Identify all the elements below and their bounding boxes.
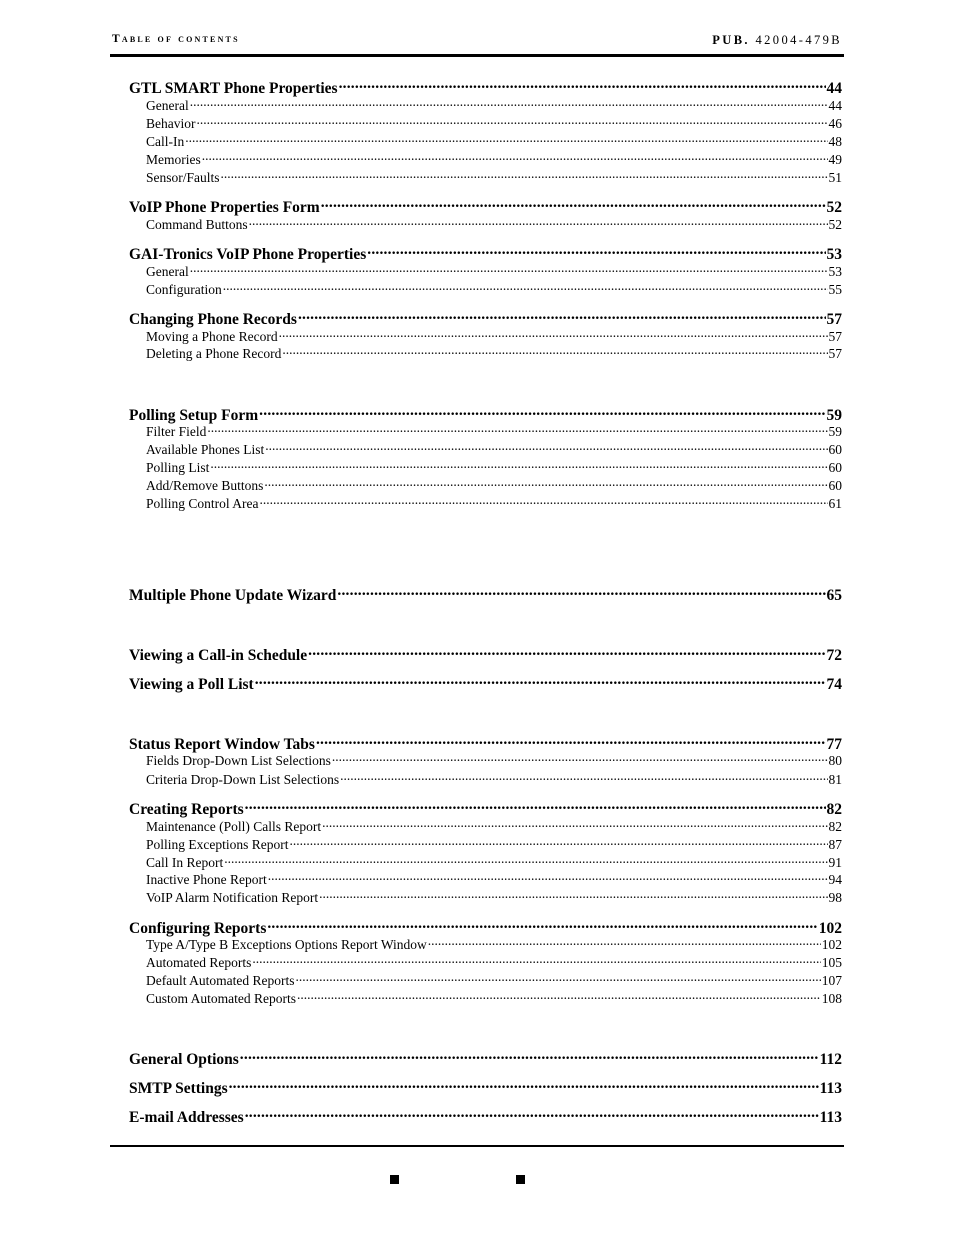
page-number: 107 <box>821 972 842 988</box>
section-title: Configuring Reports <box>129 919 267 937</box>
dot-leader <box>202 150 828 164</box>
section-title: Creating Reports <box>129 800 244 818</box>
dot-leader <box>185 132 827 146</box>
subsection-title: Call In Report <box>146 854 224 870</box>
page-number: 91 <box>828 854 842 870</box>
dot-leader <box>297 989 821 1003</box>
dot-leader <box>321 196 826 212</box>
dot-leader <box>260 494 828 508</box>
subsection-title: Add/Remove Buttons <box>146 477 264 493</box>
dot-leader <box>267 917 817 933</box>
toc-section-entry[interactable] <box>129 308 842 329</box>
toc-subsection-entry[interactable] <box>146 168 842 186</box>
section-title: GTL SMART Phone Properties <box>129 79 338 97</box>
toc-subsection-entry[interactable] <box>146 870 842 888</box>
page-number: 102 <box>821 936 842 952</box>
section-title: General Options <box>129 1050 239 1068</box>
subsection-title: Filter Field <box>146 423 207 439</box>
page-number: 98 <box>828 889 842 905</box>
page-number: 52 <box>828 216 842 232</box>
page-number: 113 <box>819 1079 842 1097</box>
dot-leader <box>295 971 820 985</box>
subsection-title: Polling Control Area <box>146 495 259 511</box>
toc-subsection-entry[interactable] <box>146 150 842 168</box>
page-number: 87 <box>828 836 842 852</box>
page-number: 82 <box>828 818 842 834</box>
toc-subsection-entry[interactable] <box>146 262 842 280</box>
publication-code: 42004-479B <box>755 33 842 47</box>
page-number: 59 <box>828 423 842 439</box>
footer-square-marker <box>516 1175 525 1184</box>
subsection-title: VoIP Alarm Notification Report <box>146 889 319 905</box>
subsection-title: Polling Exceptions Report <box>146 836 289 852</box>
section-title: Changing Phone Records <box>129 310 297 328</box>
footer-square-marker <box>390 1175 399 1184</box>
toc-subsection-entry[interactable] <box>146 440 842 458</box>
footer-rule <box>110 1145 844 1147</box>
toc-subsection-entry[interactable] <box>146 327 842 345</box>
subsection-title: Behavior <box>146 115 196 131</box>
subsection-title: Default Automated Reports <box>146 972 295 988</box>
dot-leader <box>339 77 826 93</box>
section-title: SMTP Settings <box>129 1079 228 1097</box>
toc-section-entry[interactable] <box>129 243 842 264</box>
page-number: 55 <box>828 281 842 297</box>
toc-subsection-entry[interactable] <box>146 817 842 835</box>
toc-section-entry[interactable] <box>129 644 842 665</box>
subsection-title: Deleting a Phone Record <box>146 345 282 361</box>
page-number: 49 <box>828 151 842 167</box>
page-number: 102 <box>818 919 842 937</box>
toc-subsection-entry[interactable] <box>146 853 842 871</box>
page-number: 57 <box>828 345 842 361</box>
subsection-title: Memories <box>146 151 201 167</box>
dot-leader <box>308 644 825 660</box>
subsection-title: Moving a Phone Record <box>146 328 278 344</box>
dot-leader <box>229 1077 819 1093</box>
subsection-title: Fields Drop-Down List Selections <box>146 752 331 768</box>
toc-subsection-entry[interactable] <box>146 114 842 132</box>
toc-subsection-entry[interactable] <box>146 888 842 906</box>
dot-leader <box>340 770 827 784</box>
toc-subsection-entry[interactable] <box>146 344 842 362</box>
toc-section-entry[interactable] <box>129 798 842 819</box>
dot-leader <box>190 96 828 110</box>
publication-prefix: PUB. <box>712 33 750 47</box>
page-number: 53 <box>826 245 842 263</box>
dot-leader <box>252 953 820 967</box>
page-number: 65 <box>826 586 842 604</box>
dot-leader <box>265 440 827 454</box>
section-title: Viewing a Call-in Schedule <box>129 646 308 664</box>
dot-leader <box>298 308 826 324</box>
subsection-title: General <box>146 263 189 279</box>
toc-subsection-entry[interactable] <box>146 835 842 853</box>
toc-section-entry[interactable] <box>129 1077 842 1098</box>
page-number: 60 <box>828 441 842 457</box>
subsection-title: Criteria Drop-Down List Selections <box>146 771 340 787</box>
dot-leader <box>207 422 827 436</box>
toc-subsection-entry[interactable] <box>146 953 842 971</box>
page-number: 57 <box>826 310 842 328</box>
page-number: 74 <box>826 675 842 693</box>
page-number: 48 <box>828 133 842 149</box>
toc-subsection-entry[interactable] <box>146 971 842 989</box>
page-number: 108 <box>821 990 842 1006</box>
page-number: 44 <box>826 79 842 97</box>
dot-leader <box>224 853 827 867</box>
toc-subsection-entry[interactable] <box>146 476 842 494</box>
subsection-title: Maintenance (Poll) Calls Report <box>146 818 322 834</box>
page-number: 80 <box>828 752 842 768</box>
dot-leader <box>255 673 826 689</box>
dot-leader <box>282 344 827 358</box>
toc-subsection-entry[interactable] <box>146 422 842 440</box>
subsection-title: Available Phones List <box>146 441 265 457</box>
page-number: 105 <box>821 954 842 970</box>
page-number: 44 <box>828 97 842 113</box>
toc-subsection-entry[interactable] <box>146 132 842 150</box>
page-number: 46 <box>828 115 842 131</box>
page-number: 52 <box>826 198 842 216</box>
section-title: Polling Setup Form <box>129 406 259 424</box>
dot-leader <box>245 1106 819 1122</box>
page-number: 60 <box>828 477 842 493</box>
dot-leader <box>337 584 825 600</box>
page-number: 61 <box>828 495 842 511</box>
subsection-title: Type A/Type B Exceptions Options Report Window <box>146 936 427 952</box>
dot-leader <box>240 1048 819 1064</box>
subsection-title: Call-In <box>146 133 185 149</box>
page-number: 81 <box>828 771 842 787</box>
dot-leader <box>332 751 828 765</box>
page-number: 112 <box>819 1050 842 1068</box>
dot-leader <box>210 458 827 472</box>
dot-leader <box>316 733 826 749</box>
section-title: GAI-Tronics VoIP Phone Properties <box>129 245 367 263</box>
dot-leader <box>319 888 827 902</box>
toc-subsection-entry[interactable] <box>146 935 842 953</box>
toc-subsection-entry[interactable] <box>146 751 842 769</box>
dot-leader <box>223 280 828 294</box>
page-number: 94 <box>828 871 842 887</box>
subsection-title: Inactive Phone Report <box>146 871 267 887</box>
subsection-title: General <box>146 97 189 113</box>
dot-leader <box>367 243 825 259</box>
toc-subsection-entry[interactable] <box>146 458 842 476</box>
dot-leader <box>259 404 825 420</box>
page-number: 60 <box>828 459 842 475</box>
toc-subsection-entry[interactable] <box>146 96 842 114</box>
dot-leader <box>197 114 828 128</box>
section-title: VoIP Phone Properties Form <box>129 198 320 216</box>
toc-section-entry[interactable] <box>129 584 842 605</box>
dot-leader <box>428 935 821 949</box>
page-number: 82 <box>826 800 842 818</box>
dot-leader <box>279 327 828 341</box>
page-number: 53 <box>828 263 842 279</box>
section-title: Viewing a Poll List <box>129 675 254 693</box>
toc-section-entry[interactable] <box>129 196 842 217</box>
subsection-title: Automated Reports <box>146 954 252 970</box>
section-title: E-mail Addresses <box>129 1108 244 1126</box>
subsection-title: Sensor/Faults <box>146 169 220 185</box>
subsection-title: Command Buttons <box>146 216 248 232</box>
dot-leader <box>221 168 828 182</box>
dot-leader <box>268 870 828 884</box>
toc-subsection-entry[interactable] <box>146 215 842 233</box>
dot-leader <box>245 798 826 814</box>
page-number: 57 <box>828 328 842 344</box>
section-title: Status Report Window Tabs <box>129 735 315 753</box>
page-number: 113 <box>819 1108 842 1126</box>
toc-subsection-entry[interactable] <box>146 494 842 512</box>
subsection-title: Polling List <box>146 459 210 475</box>
dot-leader <box>190 262 828 276</box>
header-title: Table of contents <box>112 33 240 45</box>
toc-section-entry[interactable] <box>129 1106 842 1127</box>
section-title: Multiple Phone Update Wizard <box>129 586 337 604</box>
page-number: 77 <box>826 735 842 753</box>
page-number: 51 <box>828 169 842 185</box>
toc-subsection-entry[interactable] <box>146 280 842 298</box>
dot-leader <box>249 215 828 229</box>
toc-section-entry[interactable] <box>129 673 842 694</box>
page-number: 59 <box>826 406 842 424</box>
dot-leader <box>290 835 828 849</box>
subsection-title: Custom Automated Reports <box>146 990 296 1006</box>
toc-subsection-entry[interactable] <box>146 770 842 788</box>
toc-section-entry[interactable] <box>129 1048 842 1069</box>
toc-subsection-entry[interactable] <box>146 989 842 1007</box>
page-number: 72 <box>826 646 842 664</box>
dot-leader <box>264 476 827 490</box>
toc-section-entry[interactable] <box>129 77 842 98</box>
subsection-title: Configuration <box>146 281 222 297</box>
dot-leader <box>322 817 827 831</box>
